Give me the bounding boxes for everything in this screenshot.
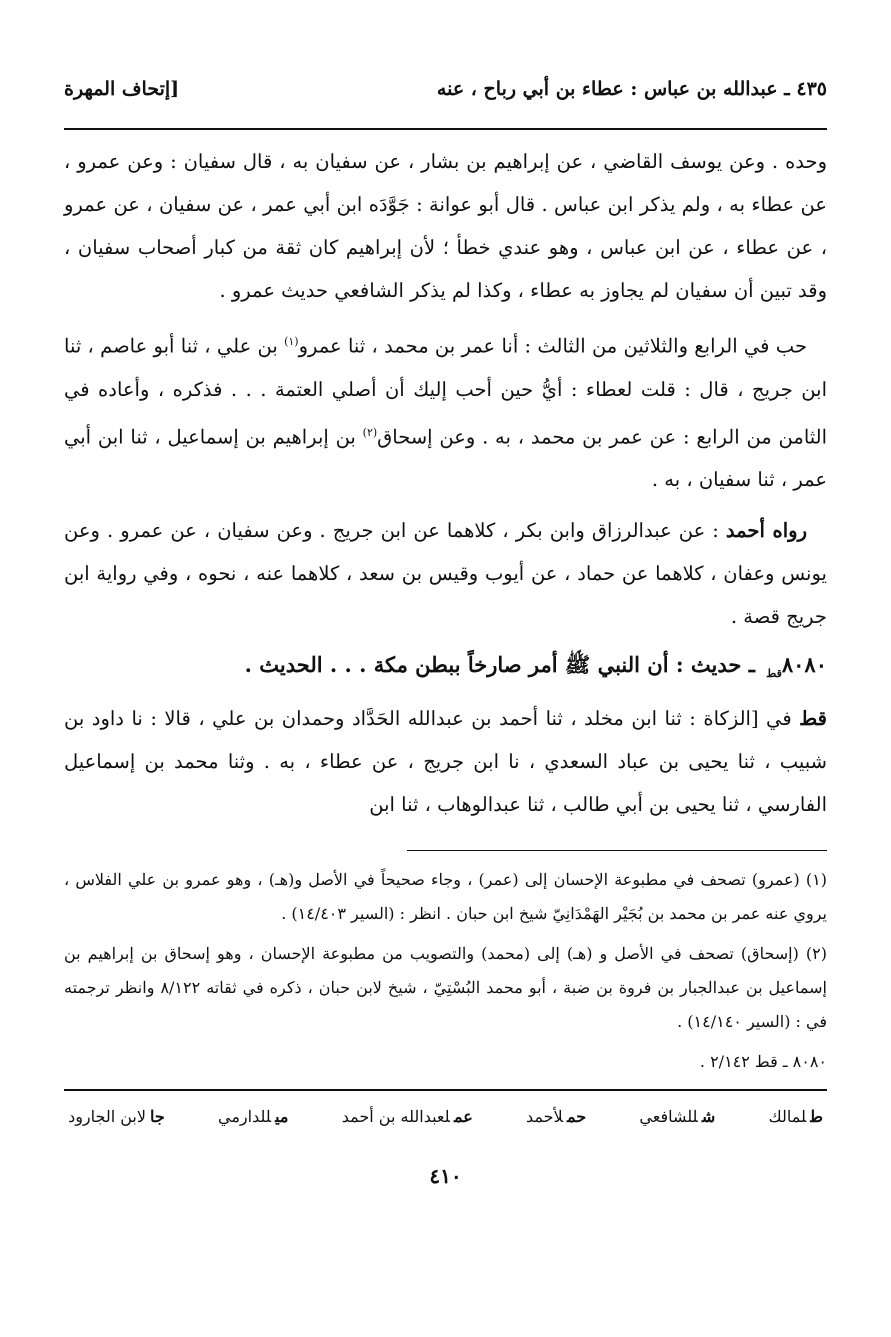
siglum: عملعبدالله بن أحمد — [341, 1107, 473, 1127]
siglum: شللشافعي — [639, 1107, 716, 1127]
siglum: طلمالك — [768, 1107, 823, 1127]
source-lead: قط — [799, 707, 827, 731]
running-header — [64, 78, 827, 118]
footnote-2: (٢) (إسحاق) تصحف في الأصل و (هـ) إلى (محمد) والتصويب من مطبوعة الإحسان ، وهو إسحاق بن إبراهيم بن إسماعيل بن عبدالجبار بن فروة بن ضبة ، أبو محمد البُسْتِيّ ، شيخ لابن حبان ، ذكره في ثقاته ٨/١٢٢ وانظر ترجمته في : (السير ١٤/١٤٠) . — [64, 944, 828, 1032]
hadith-title: ـ حديث : أن النبي ﷺ أمر صارخاً ببطن مكة . . . الحديث . — [244, 652, 763, 677]
page-number: ٤١٠ — [429, 1164, 462, 1189]
paragraph-1: وحده . وعن يوسف القاضي ، عن إبراهيم بن بشار ، عن سفيان به ، قال سفيان : وعن عمرو ، عن عطاء به ، ولم يذكر ابن عباس . قال أبو عوانة : جَوَّدَه ابن أبي عمر ، عن سفيان ، عن عمرو ، عن عطاء ، عن ابن عباس ، وهو عندي خطأ ؛ لأن إبراهيم كان ثقة من كبار أصحاب سفيان ، وقد تبين أن سفيان لم يجاوز به عطاء ، وكذا لم يذكر الشافعي حديث عمرو . — [64, 150, 827, 302]
header-rule — [64, 128, 827, 130]
hadith-heading — [64, 642, 827, 697]
source-lead: رواه أحمد — [725, 519, 807, 542]
paragraph-4: قط في [الزكاة : ثنا ابن مخلد ، ثنا أحمد بن عبدالله الحَدَّاد وحمدان بن علي ، قالا : نا داود بن شبيب ، ثنا يحيى بن عباد السعدي ، نا ابن جريج ، عن عطاء ، به . وثنا محمد بن إسماعيل الفارسي ، ثنا يحيى بن أبي طالب ، ثنا عبدالوهاب ، ثنا ابن — [64, 707, 827, 817]
siglum: ميللدارمي — [218, 1107, 289, 1127]
footnote-rule — [407, 850, 827, 851]
siglum: جالابن الجارود — [68, 1107, 165, 1127]
footnote-3: ٨٠٨٠ ـ قط ٢/١٤٢ . — [699, 1052, 827, 1072]
sigla-legend — [64, 1107, 827, 1126]
main-text — [64, 140, 827, 826]
paragraph-2: حب في الرابع والثلاثين من الثالث : أنا عمر بن محمد ، ثنا عمرو$^{(١)}$ بن علي ، ثنا أبو عاصم ، ثنا ابن جريج ، قال : قلت لعطاء : أيُّ حين أحب إليك أن أصلي العتمة . . . فذكره ، وأعاده في الثامن من الرابع : عن عمر بن محمد ، به . وعن إسحاق$^{(٢)}$ بن إبراهيم بن إسماعيل ، ثنا ابن أبي عمر ، ثنا سفيان ، به . — [64, 334, 828, 491]
footnote-ref-2[interactable]: (٢) — [362, 425, 378, 439]
footnote-ref-1[interactable]: (١) — [284, 335, 299, 348]
book-title: [إتحاف المهرة — [64, 78, 180, 100]
siglum: حملأحمد — [525, 1107, 587, 1127]
hadith-number: ٨٠٨٠ — [781, 652, 827, 677]
chapter-title: ٤٣٥ ـ عبدالله بن عباس : عطاء بن أبي رباح ، عنه — [436, 78, 827, 100]
footnotes — [64, 863, 827, 1079]
footnote-1: (١) (عمرو) تصحف في مطبوعة الإحسان إلى (عمر) ، وجاء صحيحاً في الأصل و(هـ) ، وهو عمرو بن علي الفلاس ، يروي عنه عمر بن محمد بن بُجَيْر الهَمْدَانِيّ شيخ ابن حبان . انظر : (السير ١٤/٤٠٣) . — [64, 870, 828, 924]
hadith-source-code: قط — [766, 667, 782, 681]
paragraph-3: رواه أحمد : عن عبدالرزاق وابن بكر ، كلاهما عن ابن جريج . وعن سفيان ، عن عمرو . وعن يونس وعفان ، كلاهما عن حماد ، عن أيوب وقيس بن سعد ، كلاهما عنه ، نحوه ، وفي رواية ابن جريج قصة . — [64, 519, 827, 628]
sigla-rule — [64, 1089, 827, 1091]
